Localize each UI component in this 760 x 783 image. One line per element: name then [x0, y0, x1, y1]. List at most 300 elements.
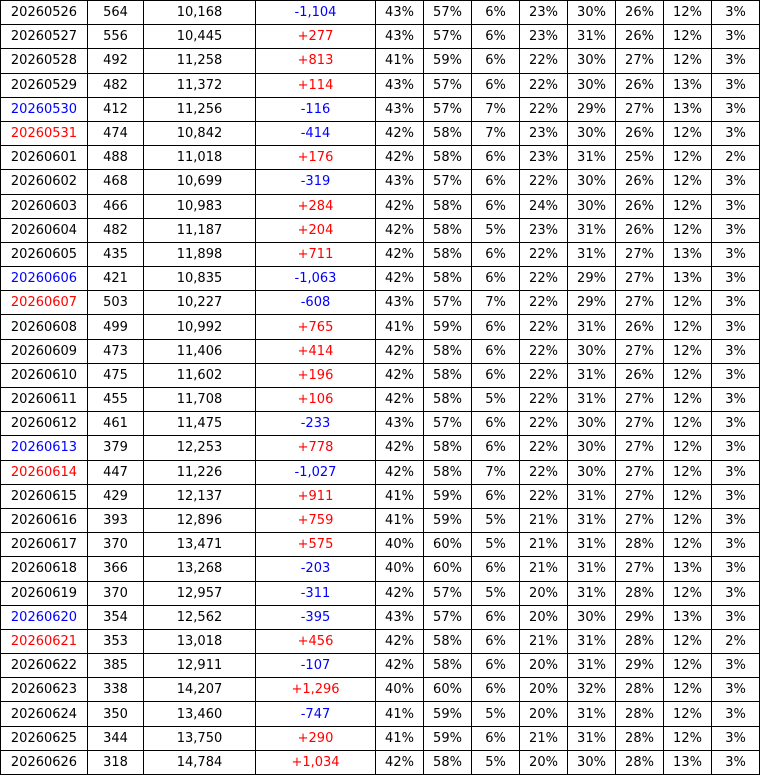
percent-cell: 31% [568, 581, 616, 605]
table-row [1, 484, 760, 508]
percent-cell: 2% [712, 629, 760, 653]
date-cell: 20260619 [1, 581, 88, 605]
percent-cell: 30% [568, 412, 616, 436]
change-cell: +911 [256, 484, 376, 508]
date-cell: 20260606 [1, 267, 88, 291]
percent-cell: 27% [616, 388, 664, 412]
table-row [1, 508, 760, 532]
percent-cell: 3% [712, 412, 760, 436]
change-cell: -1,104 [256, 1, 376, 25]
table-row [1, 460, 760, 484]
percent-cell: 12% [664, 146, 712, 170]
count-cell: 482 [88, 73, 144, 97]
percent-cell: 6% [472, 436, 520, 460]
percent-cell: 27% [616, 436, 664, 460]
total-cell: 12,562 [144, 605, 256, 629]
date-cell: 20260618 [1, 557, 88, 581]
percent-cell: 23% [520, 218, 568, 242]
table-row [1, 605, 760, 629]
percent-cell: 2% [712, 146, 760, 170]
percent-cell: 22% [520, 49, 568, 73]
table-row [1, 267, 760, 291]
percent-cell: 20% [520, 581, 568, 605]
total-cell: 14,784 [144, 750, 256, 774]
date-cell: 20260623 [1, 678, 88, 702]
change-cell: +277 [256, 25, 376, 49]
count-cell: 564 [88, 1, 144, 25]
change-cell: +456 [256, 629, 376, 653]
percent-cell: 12% [664, 726, 712, 750]
percent-cell: 42% [376, 629, 424, 653]
count-cell: 455 [88, 388, 144, 412]
percent-cell: 12% [664, 412, 712, 436]
percent-cell: 12% [664, 194, 712, 218]
percent-cell: 60% [424, 678, 472, 702]
percent-cell: 43% [376, 605, 424, 629]
change-cell: -1,027 [256, 460, 376, 484]
date-cell: 20260528 [1, 49, 88, 73]
percent-cell: 58% [424, 629, 472, 653]
count-cell: 466 [88, 194, 144, 218]
percent-cell: 43% [376, 25, 424, 49]
change-cell: +813 [256, 49, 376, 73]
percent-cell: 26% [616, 25, 664, 49]
percent-cell: 12% [664, 508, 712, 532]
date-cell: 20260622 [1, 654, 88, 678]
percent-cell: 3% [712, 49, 760, 73]
percent-cell: 6% [472, 146, 520, 170]
total-cell: 11,226 [144, 460, 256, 484]
percent-cell: 31% [568, 363, 616, 387]
percent-cell: 42% [376, 218, 424, 242]
percent-cell: 31% [568, 218, 616, 242]
table-body [1, 1, 760, 775]
percent-cell: 23% [520, 146, 568, 170]
table-row [1, 170, 760, 194]
percent-cell: 29% [616, 654, 664, 678]
percent-cell: 22% [520, 73, 568, 97]
table-row [1, 291, 760, 315]
table-row [1, 218, 760, 242]
percent-cell: 42% [376, 146, 424, 170]
percent-cell: 57% [424, 25, 472, 49]
total-cell: 10,842 [144, 121, 256, 145]
percent-cell: 42% [376, 267, 424, 291]
percent-cell: 5% [472, 750, 520, 774]
percent-cell: 42% [376, 436, 424, 460]
percent-cell: 27% [616, 557, 664, 581]
percent-cell: 3% [712, 654, 760, 678]
percent-cell: 5% [472, 581, 520, 605]
percent-cell: 58% [424, 267, 472, 291]
percent-cell: 22% [520, 267, 568, 291]
percent-cell: 28% [616, 678, 664, 702]
percent-cell: 3% [712, 315, 760, 339]
total-cell: 11,406 [144, 339, 256, 363]
table-row [1, 146, 760, 170]
table-row [1, 388, 760, 412]
total-cell: 11,372 [144, 73, 256, 97]
total-cell: 13,268 [144, 557, 256, 581]
percent-cell: 20% [520, 678, 568, 702]
percent-cell: 3% [712, 170, 760, 194]
total-cell: 13,018 [144, 629, 256, 653]
percent-cell: 57% [424, 605, 472, 629]
percent-cell: 12% [664, 291, 712, 315]
percent-cell: 3% [712, 533, 760, 557]
percent-cell: 3% [712, 73, 760, 97]
percent-cell: 13% [664, 73, 712, 97]
percent-cell: 30% [568, 460, 616, 484]
percent-cell: 12% [664, 25, 712, 49]
percent-cell: 22% [520, 97, 568, 121]
date-cell: 20260604 [1, 218, 88, 242]
percent-cell: 6% [472, 363, 520, 387]
date-cell: 20260529 [1, 73, 88, 97]
change-cell: +290 [256, 726, 376, 750]
percent-cell: 31% [568, 388, 616, 412]
percent-cell: 12% [664, 581, 712, 605]
table-row [1, 412, 760, 436]
total-cell: 10,168 [144, 1, 256, 25]
percent-cell: 6% [472, 49, 520, 73]
percent-cell: 31% [568, 629, 616, 653]
percent-cell: 28% [616, 629, 664, 653]
percent-cell: 6% [472, 629, 520, 653]
percent-cell: 42% [376, 121, 424, 145]
table-row [1, 557, 760, 581]
percent-cell: 57% [424, 73, 472, 97]
change-cell: +196 [256, 363, 376, 387]
percent-cell: 22% [520, 339, 568, 363]
percent-cell: 30% [568, 170, 616, 194]
total-cell: 10,445 [144, 25, 256, 49]
table-row [1, 25, 760, 49]
count-cell: 461 [88, 412, 144, 436]
change-cell: +414 [256, 339, 376, 363]
total-cell: 11,187 [144, 218, 256, 242]
count-cell: 473 [88, 339, 144, 363]
change-cell: +176 [256, 146, 376, 170]
percent-cell: 43% [376, 170, 424, 194]
percent-cell: 27% [616, 291, 664, 315]
percent-cell: 22% [520, 291, 568, 315]
percent-cell: 43% [376, 291, 424, 315]
count-cell: 421 [88, 267, 144, 291]
percent-cell: 22% [520, 242, 568, 266]
table-row [1, 678, 760, 702]
percent-cell: 30% [568, 1, 616, 25]
percent-cell: 12% [664, 170, 712, 194]
percent-cell: 58% [424, 194, 472, 218]
percent-cell: 13% [664, 605, 712, 629]
change-cell: +1,034 [256, 750, 376, 774]
percent-cell: 21% [520, 508, 568, 532]
table-row [1, 1, 760, 25]
total-cell: 11,475 [144, 412, 256, 436]
percent-cell: 12% [664, 315, 712, 339]
table-row [1, 629, 760, 653]
percent-cell: 12% [664, 218, 712, 242]
date-cell: 20260530 [1, 97, 88, 121]
percent-cell: 28% [616, 750, 664, 774]
percent-cell: 27% [616, 267, 664, 291]
change-cell: +765 [256, 315, 376, 339]
date-cell: 20260526 [1, 1, 88, 25]
count-cell: 492 [88, 49, 144, 73]
percent-cell: 6% [472, 339, 520, 363]
percent-cell: 59% [424, 49, 472, 73]
percent-cell: 3% [712, 194, 760, 218]
percent-cell: 6% [472, 242, 520, 266]
percent-cell: 12% [664, 678, 712, 702]
total-cell: 11,708 [144, 388, 256, 412]
percent-cell: 59% [424, 726, 472, 750]
percent-cell: 12% [664, 702, 712, 726]
percent-cell: 42% [376, 654, 424, 678]
percent-cell: 42% [376, 242, 424, 266]
percent-cell: 3% [712, 605, 760, 629]
change-cell: +575 [256, 533, 376, 557]
percent-cell: 13% [664, 97, 712, 121]
percent-cell: 26% [616, 218, 664, 242]
count-cell: 385 [88, 654, 144, 678]
percent-cell: 60% [424, 557, 472, 581]
date-cell: 20260531 [1, 121, 88, 145]
total-cell: 12,911 [144, 654, 256, 678]
count-cell: 344 [88, 726, 144, 750]
percent-cell: 12% [664, 49, 712, 73]
percent-cell: 3% [712, 702, 760, 726]
percent-cell: 12% [664, 388, 712, 412]
total-cell: 11,018 [144, 146, 256, 170]
percent-cell: 13% [664, 557, 712, 581]
change-cell: -203 [256, 557, 376, 581]
total-cell: 10,699 [144, 170, 256, 194]
percent-cell: 58% [424, 121, 472, 145]
percent-cell: 12% [664, 1, 712, 25]
date-cell: 20260611 [1, 388, 88, 412]
percent-cell: 58% [424, 363, 472, 387]
percent-cell: 31% [568, 484, 616, 508]
percent-cell: 6% [472, 484, 520, 508]
change-cell: -107 [256, 654, 376, 678]
total-cell: 10,992 [144, 315, 256, 339]
date-cell: 20260601 [1, 146, 88, 170]
percent-cell: 31% [568, 25, 616, 49]
percent-cell: 7% [472, 97, 520, 121]
percent-cell: 22% [520, 460, 568, 484]
percent-cell: 40% [376, 678, 424, 702]
percent-cell: 6% [472, 73, 520, 97]
percent-cell: 43% [376, 412, 424, 436]
count-cell: 379 [88, 436, 144, 460]
percent-cell: 58% [424, 436, 472, 460]
percent-cell: 26% [616, 315, 664, 339]
percent-cell: 58% [424, 654, 472, 678]
date-cell: 20260624 [1, 702, 88, 726]
percent-cell: 31% [568, 557, 616, 581]
percent-cell: 3% [712, 581, 760, 605]
percent-cell: 28% [616, 702, 664, 726]
change-cell: -414 [256, 121, 376, 145]
date-cell: 20260616 [1, 508, 88, 532]
percent-cell: 21% [520, 533, 568, 557]
percent-cell: 6% [472, 557, 520, 581]
count-cell: 412 [88, 97, 144, 121]
count-cell: 488 [88, 146, 144, 170]
percent-cell: 3% [712, 726, 760, 750]
date-cell: 20260617 [1, 533, 88, 557]
change-cell: +106 [256, 388, 376, 412]
count-cell: 393 [88, 508, 144, 532]
change-cell: -1,063 [256, 267, 376, 291]
change-cell: +204 [256, 218, 376, 242]
percent-cell: 12% [664, 533, 712, 557]
percent-cell: 26% [616, 1, 664, 25]
percent-cell: 59% [424, 484, 472, 508]
percent-cell: 3% [712, 557, 760, 581]
count-cell: 318 [88, 750, 144, 774]
percent-cell: 31% [568, 315, 616, 339]
percent-cell: 12% [664, 629, 712, 653]
percent-cell: 3% [712, 508, 760, 532]
change-cell: +284 [256, 194, 376, 218]
percent-cell: 29% [568, 267, 616, 291]
percent-cell: 40% [376, 533, 424, 557]
percent-cell: 7% [472, 460, 520, 484]
table-row [1, 339, 760, 363]
percent-cell: 32% [568, 678, 616, 702]
total-cell: 10,835 [144, 267, 256, 291]
percent-cell: 20% [520, 605, 568, 629]
date-cell: 20260602 [1, 170, 88, 194]
percent-cell: 41% [376, 726, 424, 750]
percent-cell: 6% [472, 1, 520, 25]
percent-cell: 6% [472, 315, 520, 339]
change-cell: +1,296 [256, 678, 376, 702]
table-row [1, 750, 760, 774]
percent-cell: 57% [424, 412, 472, 436]
count-cell: 350 [88, 702, 144, 726]
date-cell: 20260609 [1, 339, 88, 363]
percent-cell: 6% [472, 412, 520, 436]
count-cell: 503 [88, 291, 144, 315]
date-cell: 20260610 [1, 363, 88, 387]
table-row [1, 194, 760, 218]
percent-cell: 6% [472, 170, 520, 194]
count-cell: 370 [88, 533, 144, 557]
table-row [1, 49, 760, 73]
percent-cell: 5% [472, 702, 520, 726]
percent-cell: 58% [424, 146, 472, 170]
percent-cell: 27% [616, 412, 664, 436]
percent-cell: 3% [712, 460, 760, 484]
percent-cell: 6% [472, 267, 520, 291]
percent-cell: 20% [520, 702, 568, 726]
count-cell: 475 [88, 363, 144, 387]
percent-cell: 59% [424, 702, 472, 726]
total-cell: 10,227 [144, 291, 256, 315]
total-cell: 12,137 [144, 484, 256, 508]
percent-cell: 26% [616, 170, 664, 194]
table-row [1, 242, 760, 266]
percent-cell: 5% [472, 533, 520, 557]
change-cell: -116 [256, 97, 376, 121]
percent-cell: 12% [664, 121, 712, 145]
percent-cell: 59% [424, 315, 472, 339]
percent-cell: 42% [376, 194, 424, 218]
percent-cell: 28% [616, 533, 664, 557]
percent-cell: 31% [568, 654, 616, 678]
percent-cell: 27% [616, 97, 664, 121]
total-cell: 11,256 [144, 97, 256, 121]
percent-cell: 30% [568, 49, 616, 73]
percent-cell: 7% [472, 291, 520, 315]
percent-cell: 42% [376, 750, 424, 774]
percent-cell: 57% [424, 97, 472, 121]
table-row [1, 581, 760, 605]
percent-cell: 60% [424, 533, 472, 557]
percent-cell: 13% [664, 267, 712, 291]
table-row [1, 533, 760, 557]
percent-cell: 41% [376, 508, 424, 532]
percent-cell: 12% [664, 484, 712, 508]
percent-cell: 27% [616, 339, 664, 363]
change-cell: -233 [256, 412, 376, 436]
change-cell: -608 [256, 291, 376, 315]
date-cell: 20260615 [1, 484, 88, 508]
percent-cell: 40% [376, 557, 424, 581]
percent-cell: 21% [520, 726, 568, 750]
total-cell: 14,207 [144, 678, 256, 702]
percent-cell: 22% [520, 412, 568, 436]
percent-cell: 58% [424, 460, 472, 484]
percent-cell: 3% [712, 121, 760, 145]
percent-cell: 42% [376, 339, 424, 363]
percent-cell: 31% [568, 242, 616, 266]
percent-cell: 42% [376, 460, 424, 484]
percent-cell: 22% [520, 436, 568, 460]
total-cell: 13,750 [144, 726, 256, 750]
change-cell: -319 [256, 170, 376, 194]
percent-cell: 41% [376, 315, 424, 339]
percent-cell: 57% [424, 1, 472, 25]
table-row [1, 315, 760, 339]
percent-cell: 31% [568, 726, 616, 750]
percent-cell: 23% [520, 1, 568, 25]
percent-cell: 30% [568, 121, 616, 145]
date-cell: 20260621 [1, 629, 88, 653]
percent-cell: 3% [712, 97, 760, 121]
percent-cell: 22% [520, 315, 568, 339]
date-cell: 20260527 [1, 25, 88, 49]
count-cell: 353 [88, 629, 144, 653]
change-cell: -395 [256, 605, 376, 629]
total-cell: 13,460 [144, 702, 256, 726]
percent-cell: 5% [472, 508, 520, 532]
percent-cell: 27% [616, 460, 664, 484]
percent-cell: 3% [712, 678, 760, 702]
percent-cell: 42% [376, 363, 424, 387]
percent-cell: 22% [520, 170, 568, 194]
count-cell: 366 [88, 557, 144, 581]
total-cell: 11,258 [144, 49, 256, 73]
percent-cell: 31% [568, 702, 616, 726]
percent-cell: 30% [568, 194, 616, 218]
date-cell: 20260608 [1, 315, 88, 339]
percent-cell: 22% [520, 484, 568, 508]
